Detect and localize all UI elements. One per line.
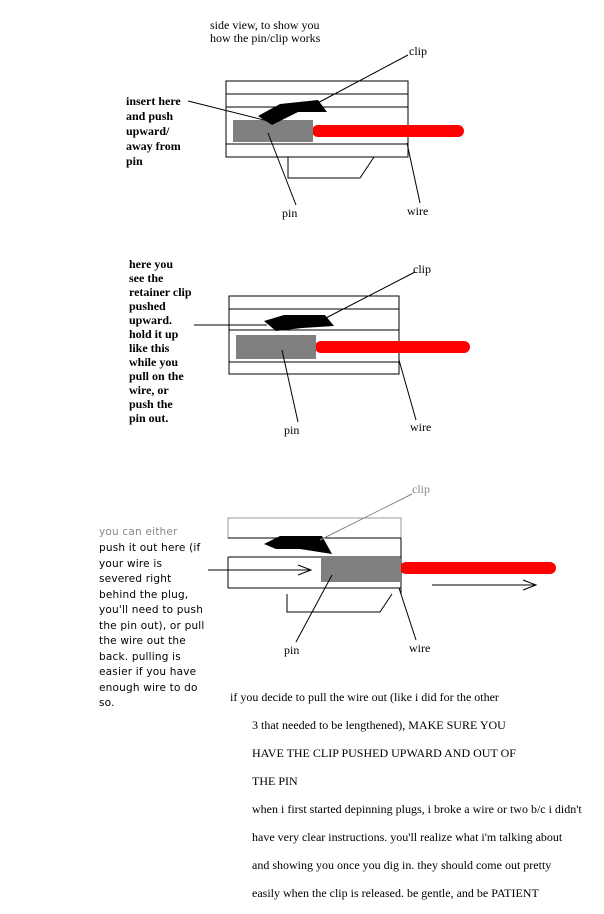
diagram-title — [210, 6, 320, 45]
note-line-5: when i first started depinning plugs, i broke a wire or two b/c i didn't — [252, 802, 582, 816]
panel-3-caption: push it out here (if your wire is severed right behind the plug, you'll need to push the pin out), or pull the wire out the back. pulling is easier if you have enough wire to do so. — [99, 542, 205, 709]
note-line-3: HAVE THE CLIP PUSHED UPWARD AND OUT OF — [252, 746, 516, 760]
panel-2-caption: here you see the retainer clip pushed upward. hold it up like this while you pull on the wire, or push the pin out. — [129, 257, 192, 425]
push-out-arrow — [208, 565, 311, 575]
panel-3-clip-label: clip — [412, 482, 430, 496]
instruction-notes — [230, 676, 582, 914]
wire-1 — [312, 125, 464, 137]
title-line-1: side view, to show you — [210, 18, 320, 32]
title-line-2: how the pin/clip works — [210, 31, 321, 45]
panel-1-caption: insert here and push upward/ away from pin — [126, 94, 181, 168]
plug-bottom-tab-3 — [287, 594, 392, 612]
note-line-8: easily when the clip is released. be gentle, and be PATIENT — [252, 886, 539, 900]
retainer-clip-2 — [264, 315, 334, 331]
note-line-7: and showing you once you dig in. they should come out pretty — [252, 858, 552, 872]
note-line-2: 3 that needed to be lengthened), MAKE SURE YOU — [252, 718, 506, 732]
panel-2-wire-label: wire — [410, 420, 432, 434]
pull-out-arrow — [432, 580, 536, 590]
panel-3-pin-label: pin — [284, 643, 300, 657]
plug-housing-1 — [226, 81, 408, 157]
panel-1-wire-label: wire — [407, 204, 429, 218]
plug-bottom-tab-1 — [288, 157, 374, 178]
panel-1-pin-label: pin — [282, 206, 298, 220]
plug-housing-3-upper — [228, 518, 401, 538]
panel-3-caption-faded: you can either — [99, 526, 178, 538]
note-line-4: THE PIN — [252, 774, 298, 788]
pin-3 — [321, 558, 401, 582]
panel-1-clip-label: clip — [409, 44, 427, 58]
note-line-1: if you decide to pull the wire out (like i did for the other — [230, 690, 499, 704]
wire-3 — [400, 562, 556, 574]
note-line-6: have very clear instructions. you'll realize what i'm talking about — [252, 830, 563, 844]
panel-3-wire-label: wire — [409, 641, 431, 655]
panel-2-pin-label: pin — [284, 423, 300, 437]
pin-2 — [236, 335, 316, 359]
panel-2-clip-label: clip — [413, 262, 431, 276]
wire-2 — [315, 341, 470, 353]
